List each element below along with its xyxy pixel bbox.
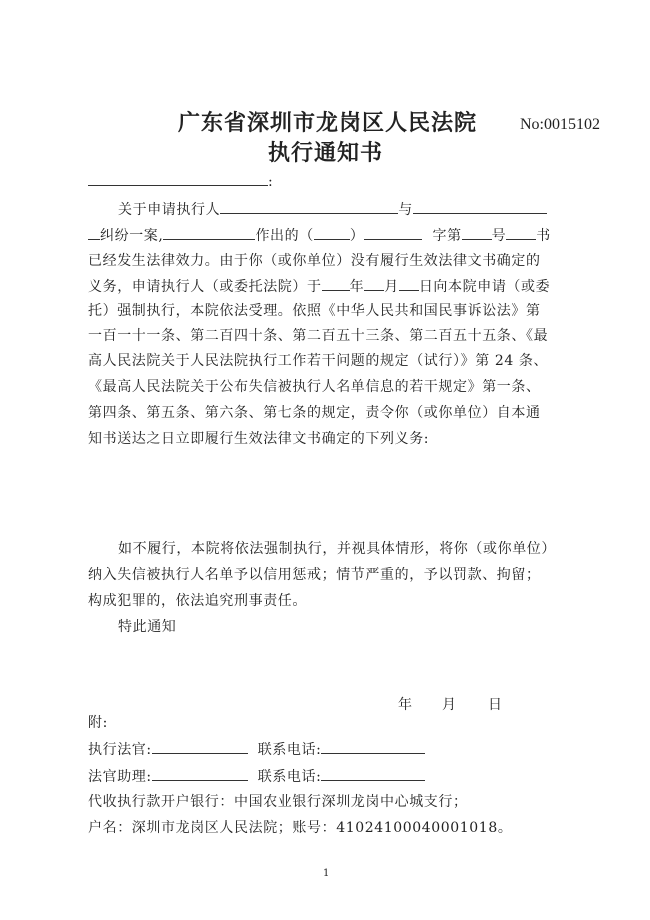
body-text: 月 [384, 279, 399, 295]
document-title: 执行通知书 [268, 140, 384, 166]
apply-year-blank [322, 275, 350, 291]
addressee-blank [88, 170, 268, 186]
body-text: 义务，申请执行人（或委托法院）于 [88, 279, 322, 295]
date-year-label: 年 [398, 697, 413, 713]
body-text: 关于申请执行人 [118, 202, 221, 218]
applicant-blank [220, 198, 398, 214]
assistant-blank [152, 765, 248, 781]
body-line-8: 《最高人民法院关于公布失信被执行人名单信息的若干规定》第一条、 [88, 379, 541, 395]
court-name: 广东省深圳市龙岗区人民法院 [178, 110, 478, 136]
assistant-label: 法官助理: [88, 769, 152, 785]
page-number: 1 [323, 868, 330, 879]
date-day-label: 日 [488, 697, 503, 713]
phone-label: 联系电话: [257, 769, 322, 785]
body-text: 书 [536, 228, 551, 244]
respondent-blank [413, 198, 547, 214]
dispute-type-blank [88, 224, 100, 240]
body-line-2 [88, 224, 551, 246]
date-month-label: 月 [442, 697, 457, 713]
body-line-9: 第四条、第五条、第六条、第七条的规定，责令你（或你单位）自本通 [88, 405, 541, 421]
assistant-line [88, 765, 425, 787]
case-number-blank [462, 224, 492, 240]
body-text: 字第 [432, 228, 462, 244]
officer-label: 执行法官: [88, 742, 152, 758]
body-text: 与 [398, 202, 413, 218]
apply-day-blank [399, 275, 419, 291]
account-line: 户名：深圳市龙岗区人民法院；账号：41024100040001018。 [88, 820, 513, 836]
body-text: 日向本院申请（或委 [418, 279, 551, 295]
body-line-6: 一百一十一条、第二百四十条、第二百五十三条、第二百五十五条、《最 [88, 328, 549, 344]
officer-line [88, 738, 425, 760]
body-text: 号 [491, 228, 507, 244]
body-line-4 [88, 275, 550, 297]
body-line-10: 知书送达之日立即履行生效法律文书确定的下列义务: [88, 431, 430, 447]
body-text: 纠纷一案, [100, 228, 164, 244]
warning-line-2: 纳入失信被执行人名单予以信用惩戒；情节严重的，予以罚款、拘留； [88, 567, 541, 583]
issuer-blank [163, 224, 255, 240]
body-line-1 [118, 198, 547, 220]
addressee-colon: : [268, 174, 274, 190]
officer-phone-blank [321, 738, 425, 754]
doc-type-blank [506, 224, 536, 240]
attachment-label: 附: [88, 715, 108, 731]
body-text: 年 [349, 279, 365, 295]
bank-line: 代收执行款开户银行：中国农业银行深圳龙岗中心城支行； [88, 794, 468, 810]
body-text: ） [349, 228, 365, 244]
body-text: 作出的（ [255, 228, 314, 244]
body-line-3: 已经发生法律效力。由于你（或你单位）没有履行生效法律文书确定的 [88, 253, 541, 269]
notice-text: 特此通知 [118, 619, 177, 635]
body-line-5: 托）强制执行，本院依法受理。依照《中华人民共和国民事诉讼法》第 [88, 303, 541, 319]
phone-label: 联系电话: [257, 742, 322, 758]
officer-blank [152, 738, 248, 754]
body-line-7: 高人民法院关于人民法院执行工作若干问题的规定（试行）》第 24 条、 [88, 353, 549, 369]
warning-line-1: 如不履行，本院将依法强制执行，并视具体情形，将你（或你单位） [118, 541, 556, 557]
case-code-blank [364, 224, 422, 240]
warning-line-3: 构成犯罪的，依法追究刑事责任。 [88, 593, 307, 609]
apply-month-blank [364, 275, 384, 291]
year-code-blank [314, 224, 350, 240]
serial-number: No:0015102 [520, 116, 600, 133]
assistant-phone-blank [321, 765, 425, 781]
addressee-line [88, 170, 273, 192]
